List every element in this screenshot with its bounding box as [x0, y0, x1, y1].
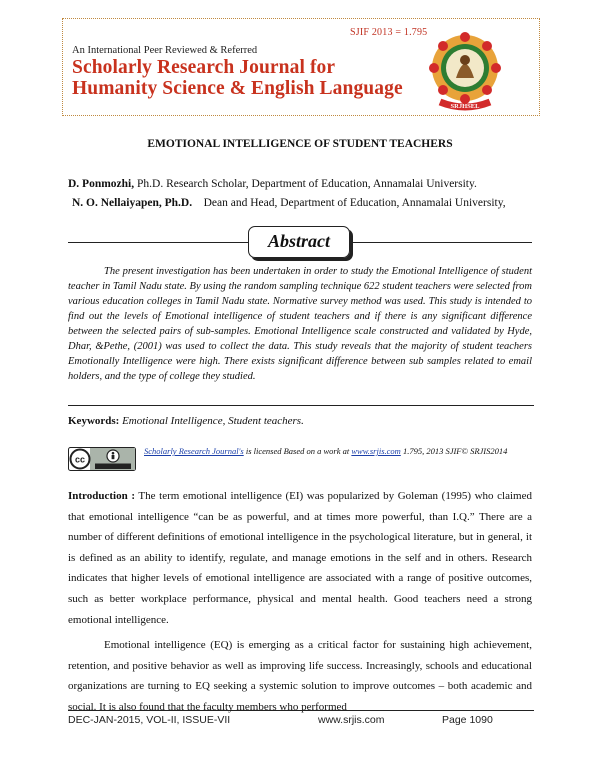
author-1: [68, 178, 477, 190]
keywords-label: Keywords:: [68, 415, 120, 427]
seal-flower-icon: [429, 32, 501, 104]
abstract-rule-right: [350, 242, 532, 243]
footer-website: www.srjis.com: [318, 714, 385, 726]
footer-issue: DEC-JAN-2015, VOL-II, ISSUE-VII: [68, 714, 231, 726]
abstract-rule-bottom: [68, 405, 534, 406]
journal-title-line1: Scholarly Research Journal for: [72, 57, 336, 78]
license-notice: [144, 446, 534, 457]
author-2: [72, 197, 506, 209]
license-tail-text: 1.795, 2013 SJIF© SRJIS2014: [400, 446, 508, 456]
abstract-rule-left: [68, 242, 248, 243]
author-1-name: D. Ponmozhi,: [68, 178, 135, 190]
author-2-affiliation: Dean and Head, Department of Education, Annamalai University,: [192, 197, 506, 209]
peer-reviewed-label: An International Peer Reviewed & Referred: [72, 45, 258, 56]
journal-title: [72, 57, 403, 99]
footer-rule: [68, 710, 534, 711]
journal-title-line2: Humanity Science & English Language: [72, 78, 403, 99]
website-link[interactable]: www.srjis.com: [351, 446, 401, 456]
introduction-label: Introduction :: [68, 490, 135, 502]
license-middle-text: is licensed Based on a work at: [243, 446, 352, 456]
svg-text:cc: cc: [74, 454, 86, 465]
keywords: [68, 415, 304, 427]
journal-seal-logo: [426, 30, 504, 112]
journal-license-link[interactable]: Scholarly Research Journal's: [144, 446, 244, 456]
footer-page-number: Page 1090: [442, 714, 493, 726]
body-text: [68, 486, 532, 718]
paper-title: EMOTIONAL INTELLIGENCE OF STUDENT TEACHERS: [147, 138, 453, 150]
abstract-text: The present investigation has been undertaken in order to study the Emotional Intelligence of student teacher in Tamil Nadu state. By using the random sampling technique 622 student teachers were selected from various education colleges in Tamil Nadu state. Normative survey method was used. This study is intended to find out the levels of Emotional intelligence of student teachers and if there is any significant difference between the selected pairs of sub-samples. Emotional Intelligence scale constructed and validated by Hyde, Dhar, &Pethe, (2001) was used to collect the data. This study reveals that the majority of student teachers Emotionally Intelligence were high. There exists significant difference between sub samples related to email holders, and the type of college they studied.: [68, 266, 532, 382]
author-1-affiliation: Ph.D. Research Scholar, Department of Education, Annamalai University.: [134, 178, 477, 190]
introduction-paragraph: [68, 486, 532, 630]
body-paragraph-2: Emotional intelligence (EQ) is emerging as a critical factor for sustaining high achievement, retention, and positive behavior as well as improving life success. Increasingly, schools and educational organizations are turning to EQ seeking a systemic solution to improve outcomes – both academic and social. It is also found that the faculty members who performed: [68, 639, 532, 713]
author-2-name: N. O. Nellaiyapen, Ph.D.: [72, 197, 193, 209]
sjif-score: SJIF 2013 = 1.795: [350, 27, 428, 38]
abstract-heading: Abstract: [248, 226, 350, 258]
creative-commons-badge-icon[interactable]: [68, 447, 136, 471]
seal-text: SRJHSEL: [450, 103, 480, 110]
keywords-value: Emotional Intelligence, Student teachers.: [119, 415, 304, 427]
introduction-text: The term emotional intelligence (EI) was popularized by Goleman (1995) who claimed that emotional intelligence “can be as powerful, and at times more powerful, than I.Q.” There are a number of different definitions of emotional intelligence in the psychological literature, but in general, it is defined as an ability to identify, regulate, and manage emotions in the self and in others. Research indicates that higher levels of emotional intelligence are associated with a range of positive outcomes, such as better workplace performance, physical and mental health. Good teachers need a strong emotional intelligence.: [68, 490, 532, 626]
